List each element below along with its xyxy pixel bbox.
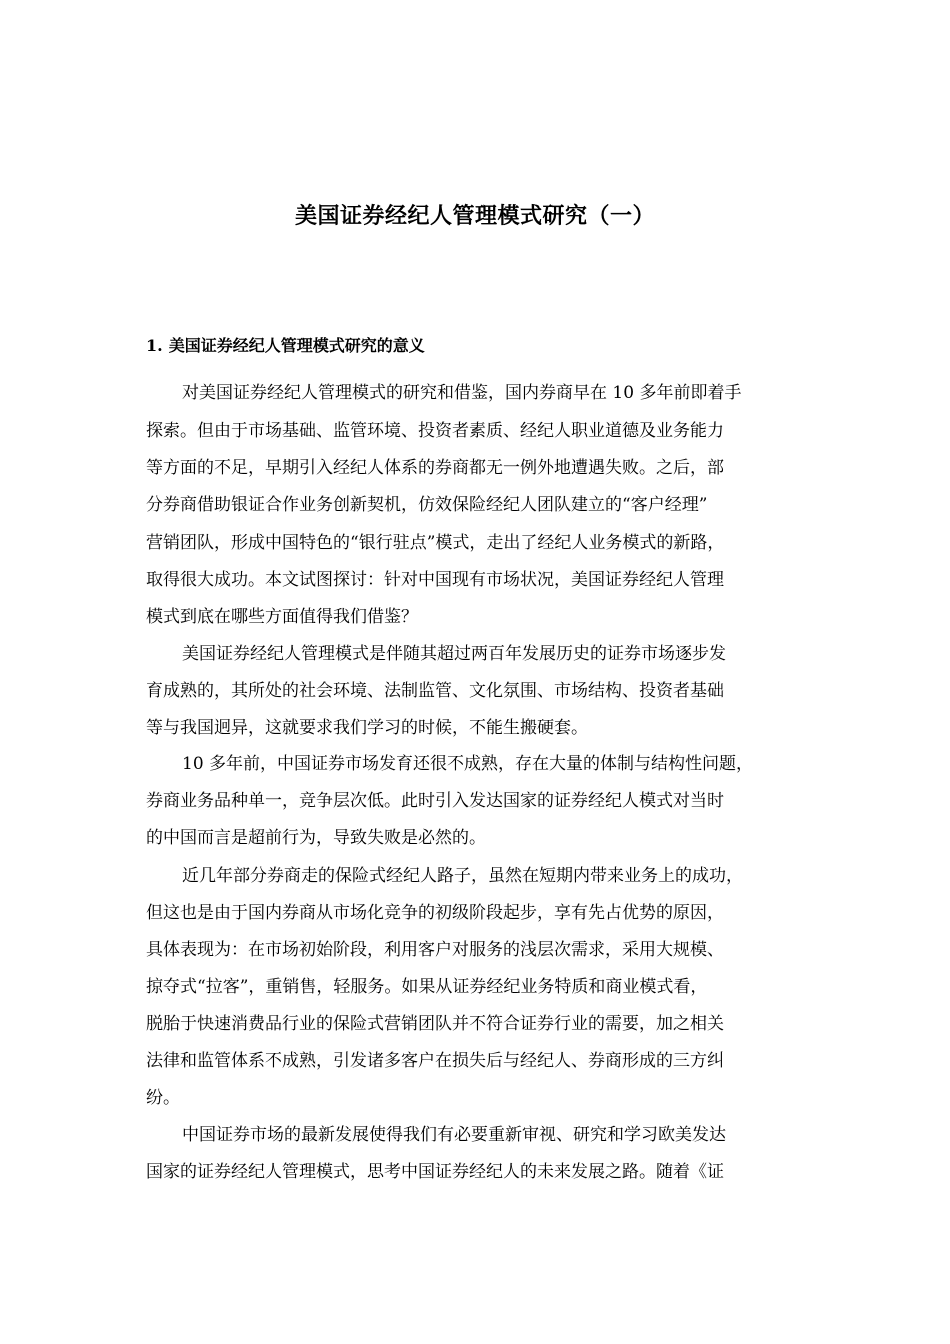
paragraph-line: 美国证券经纪人管理模式是伴随其超过两百年发展历史的证券市场逐步发 [182, 644, 726, 664]
document-title: 美国证券经纪人管理模式研究（一） [294, 203, 655, 229]
section-heading [146, 333, 425, 359]
paragraph-line: 国家的证券经纪人管理模式，思考中国证券经纪人的未来发展之路。随着《证 [146, 1162, 724, 1182]
paragraph-line: 脱胎于快速消费品行业的保险式营销团队并不符合证券行业的需要，加之相关 [146, 1014, 724, 1034]
section-heading-text: 美国证券经纪人管理模式研究的意义 [168, 336, 425, 355]
paragraph-line: 但这也是由于国内券商从市场化竞争的初级阶段起步，享有先占优势的原因， [146, 903, 724, 923]
paragraph-line: 等与我国迥异，这就要求我们学习的时候，不能生搬硬套。 [146, 718, 588, 738]
paragraph-line: 取得很大成功。本文试图探讨：针对中国现有市场状况，美国证券经纪人管理 [146, 570, 724, 590]
paragraph-line: 的中国而言是超前行为，导致失败是必然的。 [146, 828, 486, 848]
paragraph-line: 探索。但由于市场基础、监管环境、投资者素质、经纪人职业道德及业务能力 [146, 421, 724, 441]
paragraph-line: 营销团队，形成中国特色的“银行驻点”模式，走出了经纪人业务模式的新路， [146, 533, 725, 553]
paragraph-line: 分券商借助银证合作业务创新契机，仿效保险经纪人团队建立的“客户经理” [146, 495, 708, 515]
paragraph-line: 10 多年前，中国证券市场发育还很不成熟，存在大量的体制与结构性问题， [182, 754, 754, 774]
paragraph-line: 对美国证券经纪人管理模式的研究和借鉴，国内券商早在 10 多年前即着手 [182, 383, 742, 403]
paragraph-line: 近几年部分券商走的保险式经纪人路子，虽然在短期内带来业务上的成功， [182, 866, 743, 886]
paragraph-line: 育成熟的，其所处的社会环境、法制监管、文化氛围、市场结构、投资者基础 [146, 681, 724, 701]
paragraph-line: 纷。 [146, 1088, 180, 1108]
paragraph-line: 中国证券市场的最新发展使得我们有必要重新审视、研究和学习欧美发达 [182, 1125, 726, 1145]
paragraph-line: 法律和监管体系不成熟，引发诸多客户在损失后与经纪人、券商形成的三方纠 [146, 1051, 724, 1071]
section-number: 1. [146, 336, 163, 355]
paragraph-line: 掠夺式“拉客”，重销售，轻服务。如果从证券经纪业务特质和商业模式看， [146, 977, 708, 997]
paragraph-line: 等方面的不足，早期引入经纪人体系的券商都无一例外地遭遇失败。之后，部 [146, 458, 724, 478]
paragraph-line: 券商业务品种单一，竞争层次低。此时引入发达国家的证券经纪人模式对当时 [146, 791, 724, 811]
paragraph-line: 具体表现为：在市场初始阶段，利用客户对服务的浅层次需求，采用大规模、 [146, 940, 724, 960]
paragraph-line: 模式到底在哪些方面值得我们借鉴？ [146, 607, 418, 627]
